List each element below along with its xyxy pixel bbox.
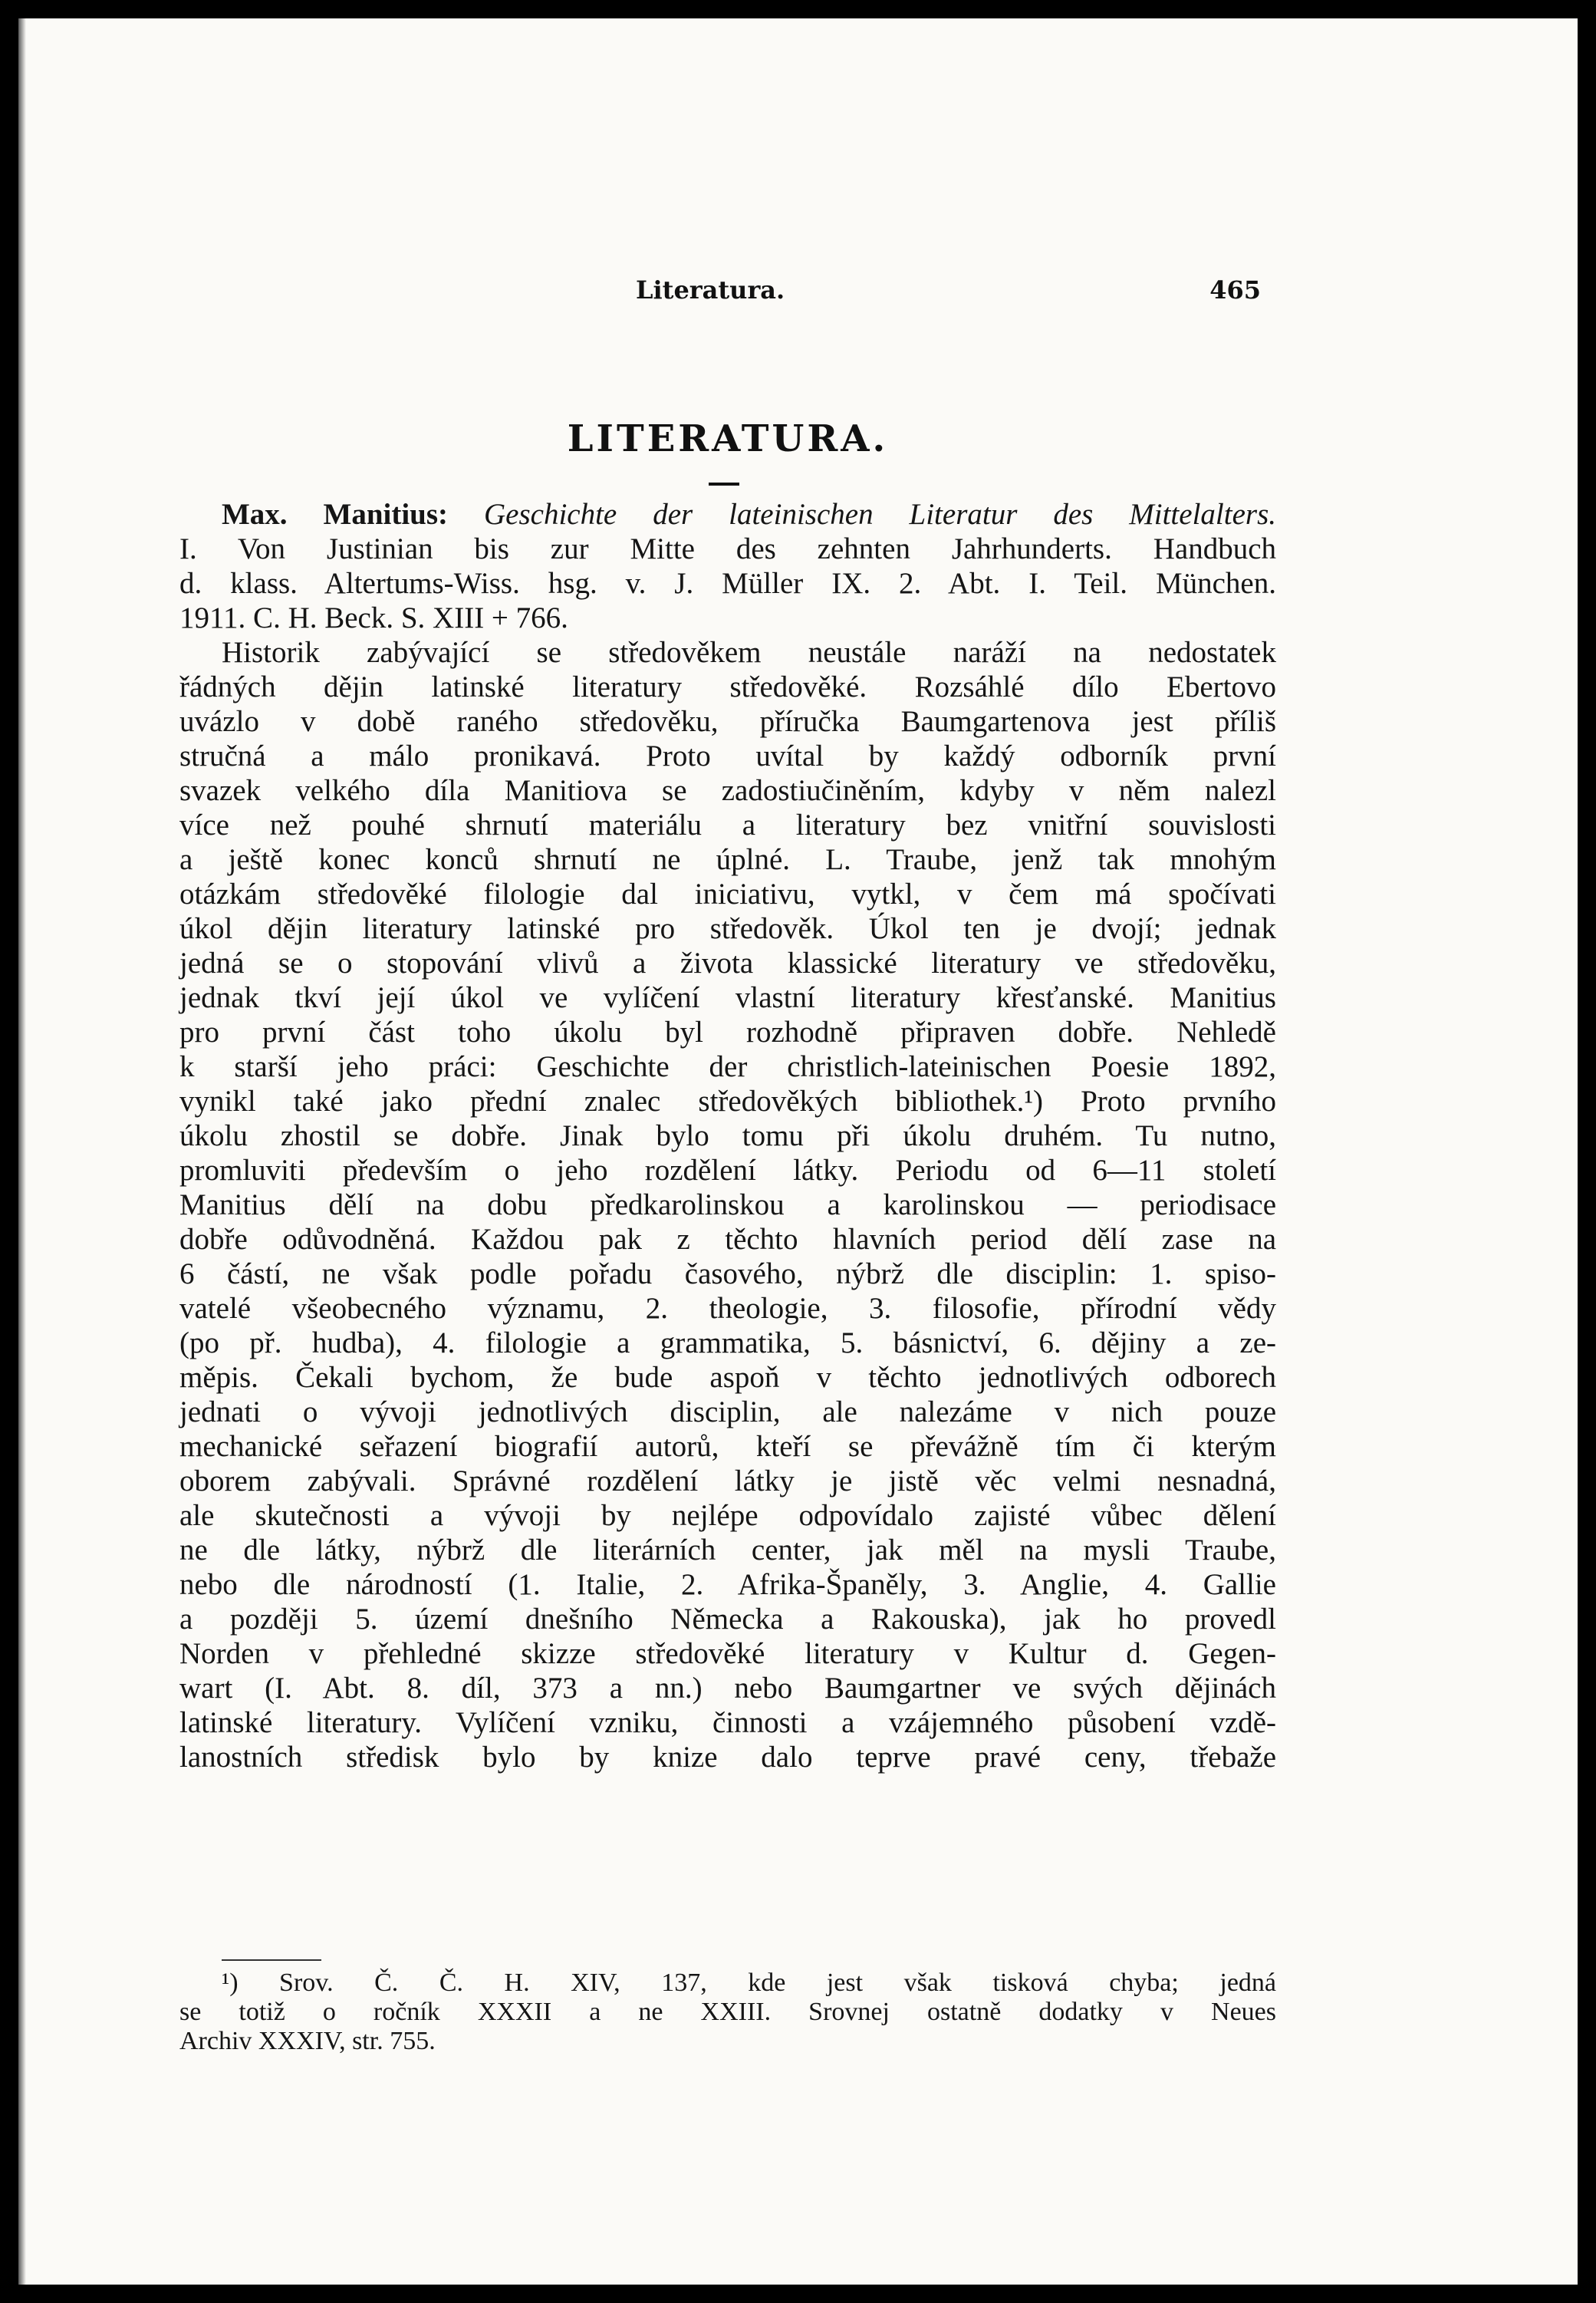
text-line: I. Von Justinian bis zur Mitte des zehnten Jahrhunderts. Handbuch (179, 532, 1276, 565)
text-line: jednak tkví její úkol ve vylíčení vlastní literatury křesťanské. Manitius (179, 981, 1276, 1014)
text-line: (po př. hudba), 4. filologie a grammatika, 5. básnictví, 6. dějiny a ze- (179, 1326, 1276, 1359)
text-line: více než pouhé shrnutí materiálu a literatury bez vnitřní souvislosti (179, 809, 1276, 842)
section-heading: LITERATURA. (567, 417, 889, 460)
text-line: dobře odůvodněná. Každou pak z těchto hlavních period dělí zase na (179, 1223, 1276, 1256)
heading-rule (709, 483, 739, 486)
page-number: 465 (1209, 275, 1261, 305)
text-line: vatelé všeobecného významu, 2. theologie, 3. filosofie, přírodní vědy (179, 1292, 1276, 1325)
text-line: a ještě konec konců shrnutí ne úplné. L. Traube, jenž tak mnohým (179, 843, 1276, 876)
text-line: měpis. Čekali bychom, že bude aspoň v těchto jednotlivých odborech (179, 1361, 1276, 1394)
footnote-line: ¹) Srov. Č. Č. H. XIV, 137, kde jest však tisková chyba; jedná (222, 1969, 1276, 1997)
text-line: mechanické seřazení biografií autorů, kteří se převážně tím či kterým (179, 1430, 1276, 1463)
text-line: lanostních středisk bylo by knize dalo teprve pravé ceny, třebaže (179, 1741, 1276, 1774)
text-line: d. klass. Altertums-Wiss. hsg. v. J. Müller IX. 2. Abt. I. Teil. München. (179, 567, 1276, 600)
text-line: otázkám středověké filologie dal iniciativu, vytkl, v čem má spočívati (179, 878, 1276, 911)
text-line: Historik zabývající se středověkem neustále naráží na nedostatek (222, 636, 1276, 669)
footnotes (179, 1969, 1276, 2056)
review-author: Max. Manitius: (222, 498, 449, 531)
footnote-line: se totiž o ročník XXXII a ne XXIII. Srovnej ostatně dodatky v Neues (179, 1998, 1276, 2026)
text-line: nebo dle národností (1. Italie, 2. Afrika-Španěly, 3. Anglie, 4. Gallie (179, 1568, 1276, 1601)
text-line: Manitius dělí na dobu předkarolinskou a karolinskou — periodisace (179, 1188, 1276, 1221)
text-line: 6 částí, ne však podle pořadu časového, nýbrž dle disciplin: 1. spiso- (179, 1257, 1276, 1290)
text-line: pro první část toho úkolu byl rozhodně připraven dobře. Nehledě (179, 1016, 1276, 1049)
scan-shadow-edge (18, 18, 26, 2285)
footnote-rule (222, 1959, 321, 1961)
running-header (179, 275, 1276, 314)
text-line: promluviti především o jeho rozdělení látky. Periodu od 6—11 století (179, 1154, 1276, 1187)
text-line: svazek velkého díla Manitiova se zadostiučiněním, kdyby v něm nalezl (179, 774, 1276, 807)
text-line: latinské literatury. Vylíčení vzniku, činnosti a vzájemného působení vzdě- (179, 1706, 1276, 1739)
text-line: k starší jeho práci: Geschichte der christlich-lateinischen Poesie 1892, (179, 1050, 1276, 1083)
text-line: vynikl také jako přední znalec středověkých bibliothek.¹) Proto prvního (179, 1085, 1276, 1118)
review-work-title: Geschichte der lateinischen Literatur des Mittelalters. (483, 498, 1277, 531)
text-line: 1911. C. H. Beck. S. XIII + 766. (179, 601, 568, 634)
text-line: řádných dějin latinské literatury středověké. Rozsáhlé dílo Ebertovo (179, 670, 1276, 703)
text-line: jednati o vývoji jednotlivých disciplin, ale nalezáme v nich pouze (179, 1395, 1276, 1428)
text-line: wart (I. Abt. 8. díl, 373 a nn.) nebo Baumgartner ve svých dějinách (179, 1672, 1276, 1705)
text-line: úkol dějin literatury latinské pro středověk. Úkol ten je dvojí; jednak (179, 912, 1276, 945)
scanned-page (18, 18, 1578, 2285)
review-citation-line (179, 497, 1276, 532)
text-line: ale skutečnosti a vývoji by nejlépe odpovídalo zajisté vůbec dělení (179, 1499, 1276, 1532)
text-line: ne dle látky, nýbrž dle literárních center, jak měl na mysli Traube, (179, 1534, 1276, 1567)
text-line: úkolu zhostil se dobře. Jinak bylo tomu při úkolu druhém. Tu nutno, (179, 1119, 1276, 1152)
text-line: Norden v přehledné skizze středověké literatury v Kultur d. Gegen- (179, 1637, 1276, 1670)
text-line: uvázlo v době raného středověku, příručka Baumgartenova jest příliš (179, 705, 1276, 738)
running-title: Literatura. (636, 275, 785, 305)
text-line: jedná se o stopování vlivů a života klassické literatury ve středověku, (179, 947, 1276, 980)
footnote-line: Archiv XXXIV, str. 755. (179, 2027, 436, 2055)
text-line: oborem zabývali. Správné rozdělení látky je jistě věc velmi nesnadná, (179, 1464, 1276, 1497)
review-body (179, 497, 1276, 1774)
text-line: stručná a málo pronikavá. Proto uvítal by každý odborník první (179, 740, 1276, 773)
text-line: a později 5. území dnešního Německa a Rakouska), jak ho provedl (179, 1603, 1276, 1636)
